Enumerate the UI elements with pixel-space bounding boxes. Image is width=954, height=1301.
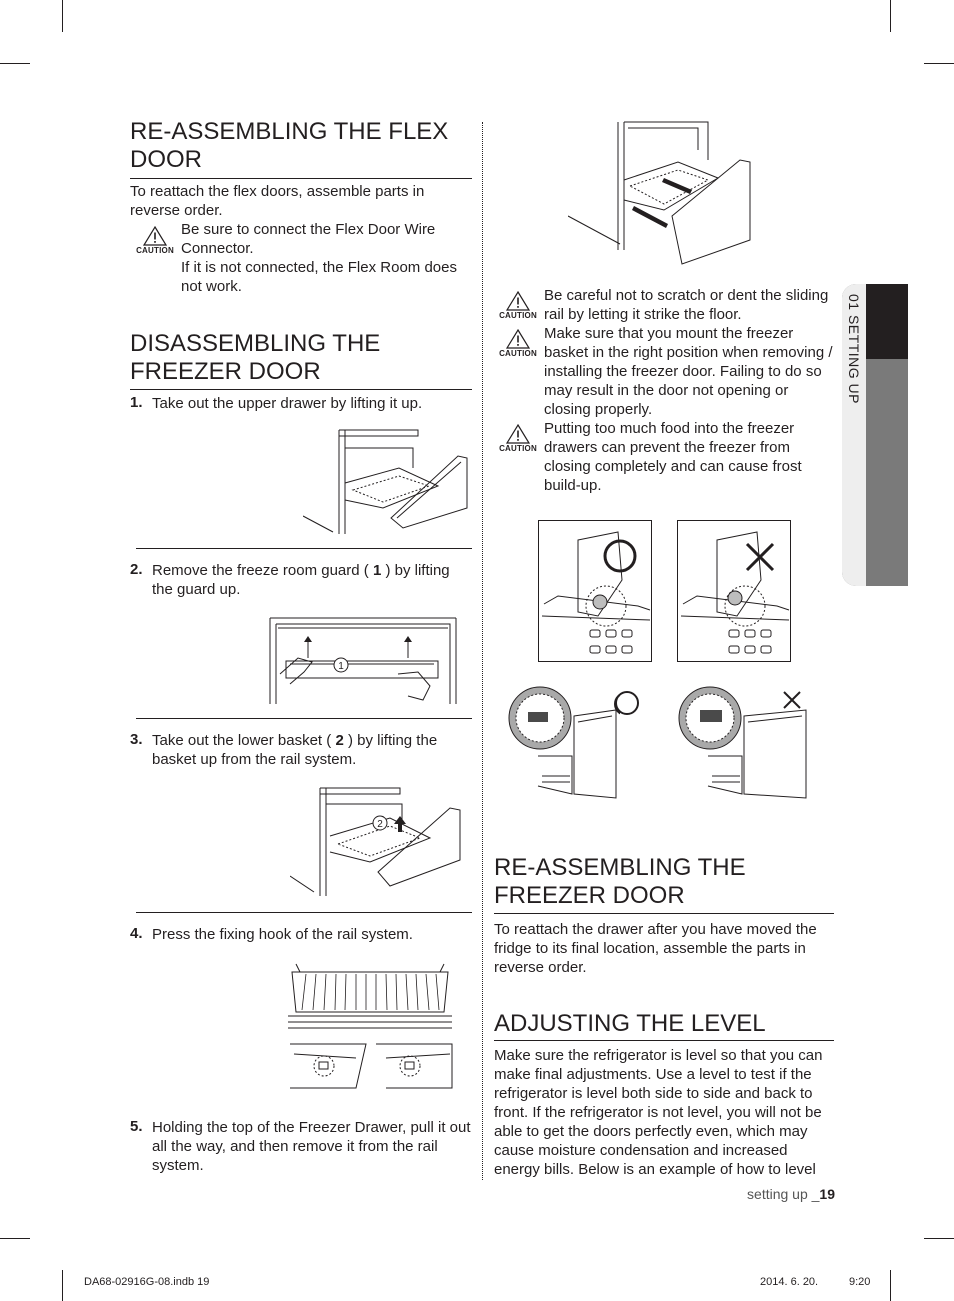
crop-mark bbox=[62, 0, 63, 32]
warning-icon bbox=[142, 225, 168, 247]
basket-position-incorrect-illustration bbox=[677, 520, 791, 662]
crop-mark bbox=[890, 0, 891, 32]
flex-door-title: RE-ASSEMBLING THE FLEX DOOR bbox=[130, 118, 449, 173]
freezer-door-title: DISASSEMBLING THE FREEZER DOOR bbox=[130, 330, 381, 385]
flex-caution-line3: If it is not connected, the Flex Room does bbox=[181, 259, 457, 276]
step-separator bbox=[136, 548, 472, 549]
flex-door-intro: To reattach the flex doors, assemble parts in reverse order. bbox=[130, 183, 425, 219]
print-file-info: DA68-02916G-08.indb 19 bbox=[84, 1276, 210, 1288]
flex-caution-line2: Connector. bbox=[181, 240, 254, 257]
title-rule bbox=[494, 913, 834, 914]
print-date: 2014. 6. 20. bbox=[760, 1276, 819, 1288]
step-number: 5. bbox=[130, 1118, 143, 1135]
crop-mark bbox=[924, 63, 954, 64]
crop-mark bbox=[890, 1270, 891, 1301]
crop-mark bbox=[62, 1270, 63, 1301]
caution-badge bbox=[131, 225, 179, 255]
door-position-correct-illustration bbox=[508, 686, 620, 804]
page-footer: setting up _19 bbox=[747, 1186, 835, 1202]
step-text: Remove the freeze room guard ( 1 ) by lifting the guard up. bbox=[152, 562, 450, 598]
warning-icon bbox=[505, 423, 531, 445]
warning-icon bbox=[505, 290, 531, 312]
basket-position-correct-illustration bbox=[538, 520, 652, 662]
step-text: Take out the lower basket ( 2 ) by lifting the basket up from the rail system. bbox=[152, 732, 438, 768]
step-number: 3. bbox=[130, 731, 143, 748]
freezer-drawer-rail-illustration bbox=[568, 120, 754, 266]
upper-drawer-illustration bbox=[303, 428, 469, 534]
caution-food-text: Putting too much food into the freezer drawers can prevent the freezer from closing completely and can cause frost build-up. bbox=[544, 420, 802, 494]
adjusting-level-title: ADJUSTING THE LEVEL bbox=[494, 1010, 766, 1037]
basket-callout: 2 bbox=[377, 819, 383, 830]
step-separator bbox=[136, 912, 472, 913]
title-rule bbox=[130, 389, 472, 390]
caution-rail-text: Be careful not to scratch or dent the sliding rail by letting it strike the floor. bbox=[544, 287, 829, 323]
adjusting-level-text: Make sure the refrigerator is level so that you can make final adjustments. Use a level to test if the refrigerator is level both side to side and back to front. If the refrigerator is not level, you will not be able to get the doors perfectly even, which may cause moisture condensation and increased energy bills. Below is an example of how to level bbox=[494, 1047, 823, 1178]
caution-label: CAUTION bbox=[136, 246, 174, 255]
correct-mark-icon bbox=[614, 690, 640, 716]
step-text: Press the fixing hook of the rail system. bbox=[152, 926, 413, 943]
crop-mark bbox=[924, 1238, 954, 1239]
step-text: Take out the upper drawer by lifting it up. bbox=[152, 395, 423, 412]
step-separator bbox=[136, 718, 472, 719]
caution-badge: CAUTION bbox=[494, 328, 542, 358]
flex-caution-line4: not work. bbox=[181, 278, 242, 295]
crop-mark bbox=[0, 1238, 30, 1239]
section-tab-marker bbox=[866, 284, 908, 359]
warning-icon bbox=[505, 328, 531, 350]
freeze-room-guard-illustration bbox=[268, 616, 458, 704]
title-rule bbox=[494, 1040, 834, 1041]
crop-mark bbox=[0, 63, 30, 64]
step-number: 4. bbox=[130, 925, 143, 942]
title-rule bbox=[130, 178, 472, 179]
guard-callout: 1 bbox=[338, 661, 344, 672]
column-divider bbox=[482, 122, 483, 1180]
caution-basket-text: Make sure that you mount the freezer basket in the right position when removing / installing the freezer door. Failing to do so may result in the door not opening or closing properly. bbox=[544, 325, 833, 418]
caution-badge: CAUTION bbox=[494, 290, 542, 320]
reassemble-freezer-text: To reattach the drawer after you have moved the fridge to its final location, assemble the parts in reverse order. bbox=[494, 921, 817, 976]
reassemble-freezer-title: RE-ASSEMBLING THE FREEZER DOOR bbox=[494, 854, 746, 909]
step-number: 2. bbox=[130, 561, 143, 578]
step-number: 1. bbox=[130, 394, 143, 411]
caution-badge: CAUTION bbox=[494, 423, 542, 453]
lower-basket-illustration bbox=[290, 786, 464, 896]
section-tab-label: 01 SETTING UP bbox=[846, 294, 862, 404]
step-text: Holding the top of the Freezer Drawer, pull it out all the way, and then remove it from the rail system. bbox=[152, 1119, 471, 1174]
flex-caution-line1: Be sure to connect the Flex Door Wire bbox=[181, 221, 436, 238]
rail-hook-illustration bbox=[286, 960, 454, 1090]
door-position-incorrect-illustration bbox=[678, 686, 810, 804]
print-time: 9:20 bbox=[849, 1276, 871, 1288]
